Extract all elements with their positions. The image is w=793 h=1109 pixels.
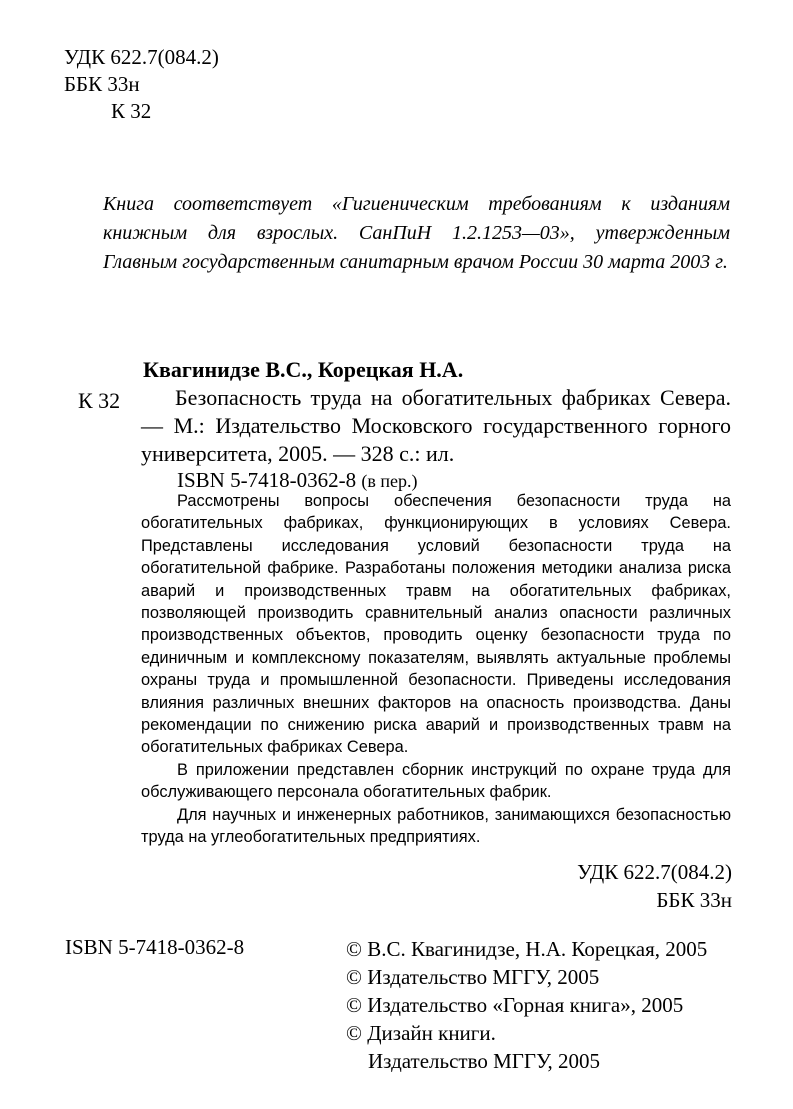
classification-footer (577, 858, 732, 914)
author-mark: К 32 (111, 99, 152, 123)
copyright-line: © Дизайн книги. (346, 1021, 496, 1045)
abstract-paragraph: Рассмотрены вопросы обеспечения безопасности труда на обогатительных фабриках, функционирующих в условиях Севера. Представлены исследования условий безопасности труда на обогатительной фабрике. Разработаны положения методики анализа риска аварий и производственных травм на обогатительных фабриках, позволяющей производить сравнительный анализ опасности различных производственных объектов, проводить оценку безопасности труда по единичным и комплексному показателям, выявлять актуальные проблемы охраны труда и промышленной безопасности. Приведены исследования влияния различных внешних факторов на опасность производства. Даны рекомендации по снижению риска аварий и производственных травм на обогатительных фабриках Севера. (141, 492, 731, 757)
copyright-block (346, 935, 707, 1075)
catalog-code: К 32 (78, 388, 121, 413)
binding-note: (в пер.) (361, 471, 418, 491)
hygiene-notice: Книга соответствует «Гигиеническим требованиям к изданиям книжным для взрослых. СанПиН 1.2.1253—03», утвержденным Главным государственным санитарным врачом России 30 марта 2003 г. (103, 193, 730, 273)
classification-header (64, 44, 219, 125)
abstract-paragraph: В приложении представлен сборник инструкций по охране труда для обслуживающего персонала обогатительных фабрик. (141, 760, 731, 802)
copyright-line: © В.С. Квагинидзе, Н.А. Корецкая, 2005 (346, 937, 708, 961)
udk-code: УДК 622.7(084.2) (64, 45, 219, 69)
bbk-code-bottom: ББК 33н (656, 888, 732, 912)
abstract-paragraph: Для научных и инженерных работников, занимающихся безопасностью труда на углеобогатительных предприятиях. (141, 805, 731, 847)
copyright-line: Издательство МГГУ, 2005 (368, 1049, 601, 1073)
isbn-bottom: ISBN 5-7418-0362-8 (65, 935, 245, 959)
udk-code-bottom: УДК 622.7(084.2) (577, 860, 732, 884)
copyright-line: © Издательство «Горная книга», 2005 (346, 993, 684, 1017)
isbn: ISBN 5-7418-0362-8 (177, 468, 357, 492)
copyright-line: © Издательство МГГУ, 2005 (346, 965, 600, 989)
bbk-code: ББК 33н (64, 72, 140, 96)
bibliographic-text: Безопасность труда на обогатительных фабриках Севера. — М.: Издательство Московского государственного горного университета, 2005. — 328 с.: ил. (141, 385, 731, 466)
bibliographic-description (141, 384, 731, 468)
authors: Квагинидзе В.С., Корецкая Н.А. (143, 357, 464, 382)
abstract (141, 490, 731, 849)
